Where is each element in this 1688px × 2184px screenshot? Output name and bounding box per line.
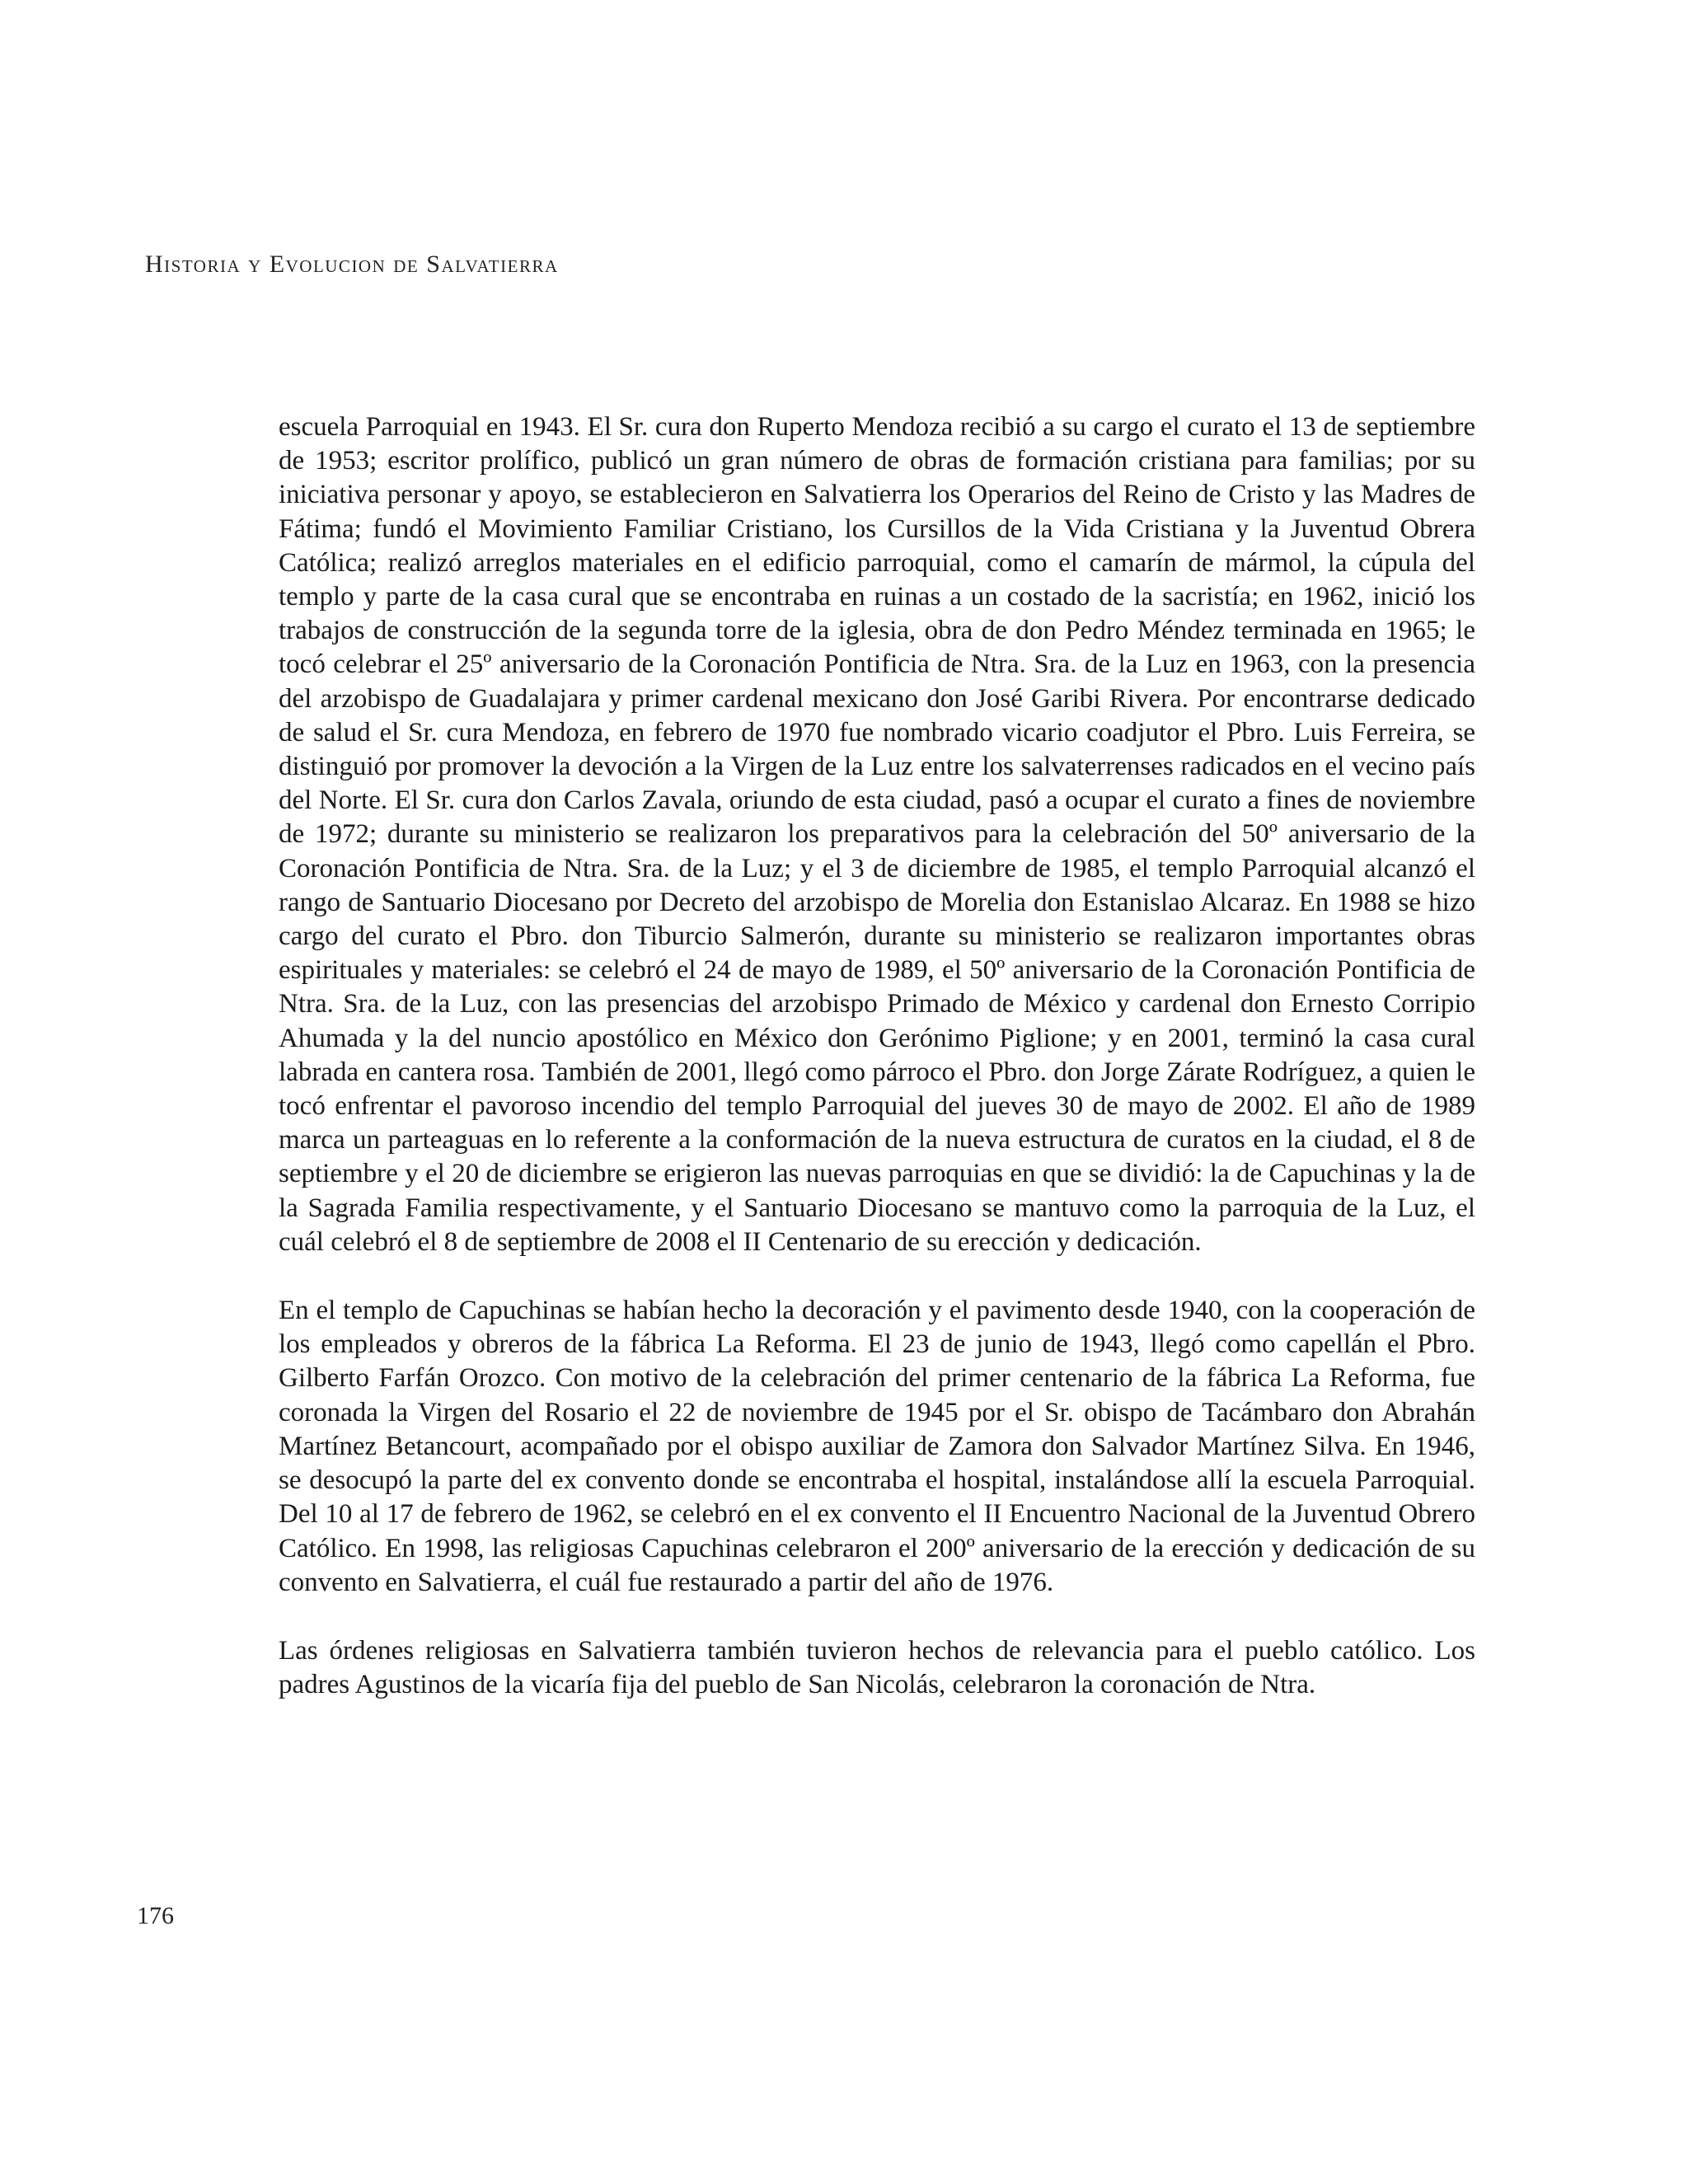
- page-number: 176: [137, 1902, 174, 1929]
- running-header-title: Historia y Evolucion de Salvatierra: [145, 251, 559, 278]
- body-text: [279, 410, 1475, 1736]
- paragraph: escuela Parroquial en 1943. El Sr. cura don Ruperto Mendoza recibió a su cargo el curato el 13 de septiembre de 1953; escritor prolífico, publicó un gran número de obras de formación cristiana para familias; por su iniciativa personar y apoyo, se establecieron en Salvatierra los Operarios del Reino de Cristo y las Madres de Fátima; fundó el Movimiento Familiar Cristiano, los Cursillos de la Vida Cristiana y la Juventud Obrera Católica; realizó arreglos materiales en el edificio parroquial, como el camarín de mármol, la cúpula del templo y parte de la casa cural que se encontraba en ruinas a un costado de la sacristía; en 1962, inició los trabajos de construcción de la segunda torre de la iglesia, obra de don Pedro Méndez terminada en 1965; le tocó celebrar el 25º aniversario de la Coronación Pontificia de Ntra. Sra. de la Luz en 1963, con la presencia del arzobispo de Guadalajara y primer cardenal mexicano don José Garibi Rivera. Por encontrarse dedicado de salud el Sr. cura Mendoza, en febrero de 1970 fue nombrado vicario coadjutor el Pbro. Luis Ferreira, se distinguió por promover la devoción a la Virgen de la Luz entre los salvaterrenses radicados en el vecino país del Norte. El Sr. cura don Carlos Zavala, oriundo de esta ciudad, pasó a ocupar el curato a fines de noviembre de 1972; durante su ministerio se realizaron los preparativos para la celebración del 50º aniversario de la Coronación Pontificia de Ntra. Sra. de la Luz; y el 3 de diciembre de 1985, el templo Parroquial alcanzó el rango de Santuario Diocesano por Decreto del arzobispo de Morelia don Estanislao Alcaraz. En 1988 se hizo cargo del curato el Pbro. don Tiburcio Salmerón, durante su ministerio se realizaron importantes obras espirituales y materiales: se celebró el 24 de mayo de 1989, el 50º aniversario de la Coronación Pontificia de Ntra. Sra. de la Luz, con las presencias del arzobispo Primado de México y cardenal don Ernesto Corripio Ahumada y la del nuncio apostólico en México don Gerónimo Piglione; y en 2001, terminó la casa cural labrada en cantera rosa. También de 2001, llegó como párroco el Pbro. don Jorge Zárate Rodríguez, a quien le tocó enfrentar el pavoroso incendio del templo Parroquial del jueves 30 de mayo de 2002. El año de 1989 marca un parteaguas en lo referente a la conformación de la nueva estructura de curatos en la ciudad, el 8 de septiembre y el 20 de diciembre se erigieron las nuevas parroquias en que se dividió: la de Capuchinas y la de la Sagrada Familia respectivamente, y el Santuario Diocesano se mantuvo como la parroquia de la Luz, el cuál celebró el 8 de septiembre de 2008 el II Centenario de su erección y dedicación.: [279, 412, 1475, 1257]
- paragraph: Las órdenes religiosas en Salvatierra también tuvieron hechos de relevancia para el pueblo católico. Los padres Agustinos de la vicaría fija del pueblo de San Nicolás, celebraron la coronación de Ntra.: [279, 1635, 1475, 1700]
- paragraph: En el templo de Capuchinas se habían hecho la decoración y el pavimento desde 1940, con la cooperación de los empleados y obreros de la fábrica La Reforma. El 23 de junio de 1943, llegó como capellán el Pbro. Gilberto Farfán Orozco. Con motivo de la celebración del primer centenario de la fábrica La Reforma, fue coronada la Virgen del Rosario el 22 de noviembre de 1945 por el Sr. obispo de Tacámbaro don Abrahán Martínez Betancourt, acompañado por el obispo auxiliar de Zamora don Salvador Martínez Silva. En 1946, se desocupó la parte del ex convento donde se encontraba el hospital, instalándose allí la escuela Parroquial. Del 10 al 17 de febrero de 1962, se celebró en el ex convento el II Encuentro Nacional de la Juventud Obrero Católico. En 1998, las religiosas Capuchinas celebraron el 200º aniversario de la erección y dedicación de su convento en Salvatierra, el cuál fue restaurado a partir del año de 1976.: [279, 1296, 1475, 1597]
